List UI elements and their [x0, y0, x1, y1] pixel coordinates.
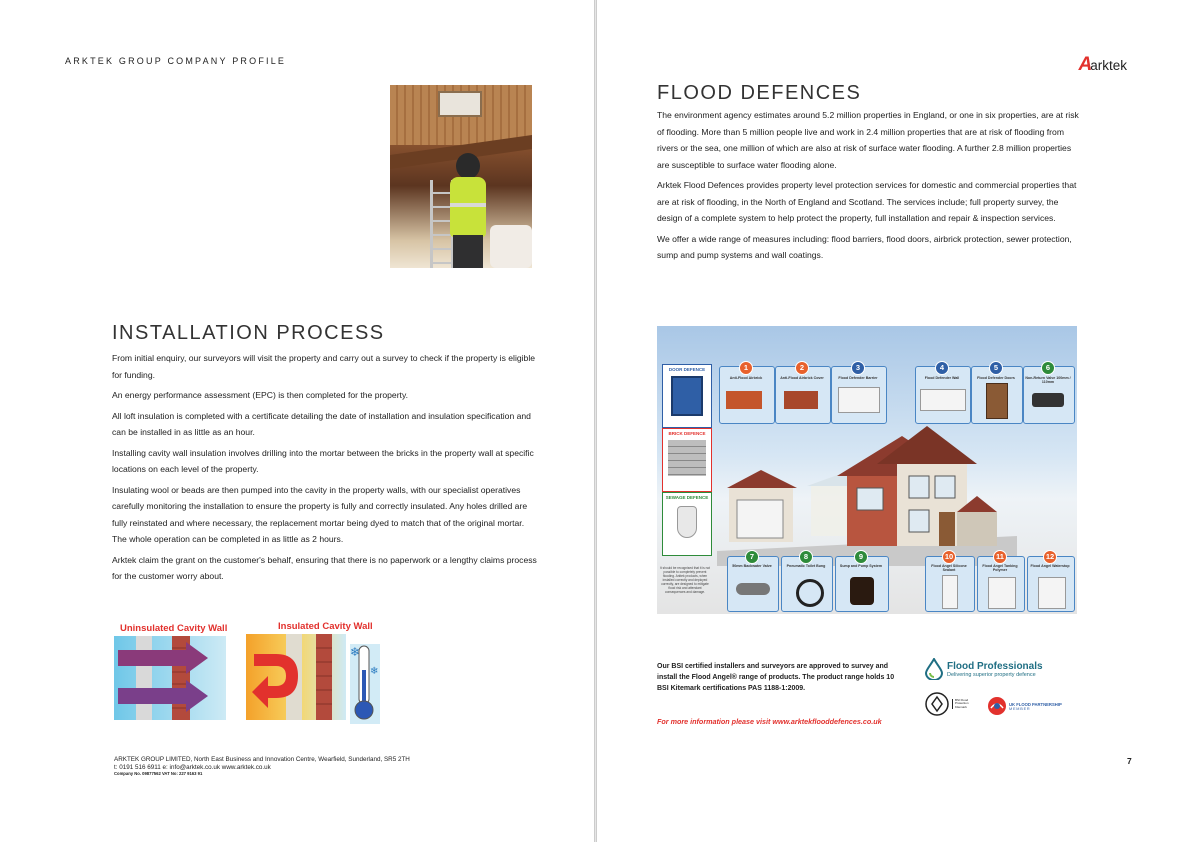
silicone-sealant-icon: [942, 575, 958, 609]
footer-company-number: Company No. 09877562 VAT No: 227 9163 91: [114, 771, 203, 776]
product-number-8: 8: [799, 550, 813, 564]
arktek-logo: [1079, 54, 1128, 76]
company-profile-header: ARKTEK GROUP COMPANY PROFILE: [65, 56, 287, 66]
sewage-defence-box: [662, 492, 712, 556]
installation-paragraph: Insulating wool or beads are then pumped into the cavity in the property walls, with our specialist operatives carefully monitoring the installation to ensure the property is fully and correctly insulated. Any holes drilled are fully reinstated and where necessary, the replacement mortar being dyed to match that of the original mortar. The whole operation can be completed in as little as 2 hours.: [112, 484, 528, 544]
flood-section: [657, 82, 1082, 268]
product-number-10: 10: [942, 550, 956, 564]
partnership-icon: [987, 696, 1007, 716]
insulated-wall-label: Insulated Cavity Wall: [278, 621, 373, 632]
photo-worker-head: [456, 153, 480, 179]
partnership-line2: MEMBER: [1009, 706, 1031, 711]
installation-paragraph: An energy performance assessment (EPC) is then completed for the property.: [112, 390, 408, 400]
product-number-3: 3: [851, 361, 865, 375]
flood-wall-icon: [920, 389, 966, 411]
product-number-9: 9: [854, 550, 868, 564]
photo-worker-vest: [450, 177, 486, 237]
insulated-wall-graphic: [246, 634, 382, 726]
uninsulated-wall-graphic: [114, 636, 226, 720]
product-label-8: Pneumatic Toilet Bung: [786, 564, 826, 568]
flood-paragraph: We offer a wide range of measures including: flood barriers, flood doors, airbrick protection, sewer protection, sump and pump systems and wall coatings.: [657, 233, 1072, 260]
product-label-4: Flood Defender Wall: [924, 376, 960, 380]
water-drop-icon: [925, 658, 943, 680]
door-defence-box: [662, 364, 712, 428]
flood-title: FLOOD DEFENCES: [657, 82, 862, 104]
product-label-6: Non-Return Valve 100mm / 110mm: [1025, 376, 1071, 384]
flood-professionals-name: Flood Professionals: [947, 660, 1043, 672]
more-info-link[interactable]: For more information please visit www.arktekflooddefences.co.uk: [657, 717, 882, 726]
installation-paragraph: Arktek claim the grant on the customer's behalf, ensuring that there is no paperwork or a lengthy claims process for the customer worry about.: [112, 554, 537, 581]
insulated-wall-diagram: [246, 634, 382, 726]
product-number-7: 7: [745, 550, 759, 564]
disclaimer-text: It should be recognised that it is not possible to completely prevent flooding. Arktek products, when installed correctly and deployed correctly, are designed to mitigate flood risk and attendant consequences and damage.: [659, 566, 711, 594]
uninsulated-wall-label: Uninsulated Cavity Wall: [120, 623, 228, 634]
flood-products-illustration: [657, 326, 1077, 614]
product-number-2: 2: [795, 361, 809, 375]
door-defence-title: DOOR DEFENCE: [668, 367, 706, 372]
installer-photo: [390, 85, 532, 268]
photo-vest-stripe: [450, 203, 486, 207]
logo-text: arktek: [1090, 57, 1127, 73]
partnership-text: [1009, 702, 1062, 711]
product-number-1: 1: [739, 361, 753, 375]
product-label-7: 50mm Backwater Valve: [732, 564, 772, 568]
footer: [114, 756, 554, 776]
bsi-certification-text: Our BSI certified installers and surveyors are approved to survey and install the Flood Angel® range of products. The product range holds 10 BSI Kitemark certifications PAS 1188-1:2009.: [657, 663, 895, 692]
product-number-12: 12: [1043, 550, 1057, 564]
left-page: [0, 0, 594, 842]
kitemark-icon: [925, 692, 949, 716]
installation-title: INSTALLATION PROCESS: [112, 322, 385, 344]
installation-body: [112, 350, 537, 585]
product-number-6: 6: [1041, 361, 1055, 375]
door-icon: [671, 376, 703, 416]
product-number-4: 4: [935, 361, 949, 375]
tanking-polymer-icon: [988, 577, 1016, 609]
toilet-bung-icon: [796, 579, 824, 607]
installation-paragraph: All loft insulation is completed with a certificate detailing the date of installation and insulation specification and can be installed in as little as an hour.: [112, 410, 531, 437]
product-label-12: Flood Angel Waterstop: [1030, 564, 1070, 568]
flood-paragraph: Arktek Flood Defences provides property level protection services for domestic and commercial properties that are at risk of flooding, in the North of England and Scotland. The services include; full property survey, the design of a complete system to help protect the property, full installation and repair & inspection services.: [657, 180, 1077, 223]
product-number-5: 5: [989, 361, 1003, 375]
installation-paragraph: Installing cavity wall insulation involves drilling into the mortar between the bricks in the property wall at specific locations on each level of the property.: [112, 447, 534, 474]
airbrick-cover-icon: [784, 391, 818, 409]
product-label-5: Flood Defender Doors: [977, 376, 1015, 380]
product-label-11: Flood Angel Tanking Polymer: [982, 564, 1018, 572]
backwater-valve-icon: [736, 583, 770, 595]
bsi-kitemark-badge: [925, 692, 977, 716]
logo-mark: A: [1078, 54, 1093, 75]
kitemark-text: BSI Flood Protection Kitemark: [952, 699, 977, 710]
product-label-3: Flood Defender Barrier: [838, 376, 878, 380]
airbrick-icon: [726, 391, 762, 409]
flood-professionals-logo: [925, 658, 1043, 680]
brick-defence-box: [662, 428, 712, 492]
partnership-line1: UK FLOOD PARTNERSHIP: [1009, 701, 1062, 707]
brick-icon: [668, 440, 706, 476]
photo-loft-hatch: [438, 91, 482, 117]
uninsulated-wall-diagram: [114, 636, 226, 720]
valve-icon: [1032, 393, 1064, 407]
product-number-11: 11: [993, 550, 1007, 564]
product-label-2: Anti-Flood Airbrick Cover: [780, 376, 824, 380]
uk-flood-partnership-badge: [987, 696, 1062, 716]
svg-text:❄: ❄: [370, 666, 379, 677]
product-label-9: Sump and Pump System: [839, 564, 883, 568]
installation-paragraph: From initial enquiry, our surveyors will visit the property and carry out a survey to check if the property is eligible for funding.: [112, 353, 536, 380]
svg-text:❄: ❄: [350, 645, 361, 659]
flood-body: [657, 107, 1082, 264]
flood-door-icon: [986, 383, 1008, 419]
footer-contact: t: 0191 516 6911 e: info@arktek.co.uk www.arktek.co.uk: [114, 763, 271, 771]
toilet-icon: [677, 506, 697, 538]
flood-professionals-text: [947, 661, 1043, 678]
flood-paragraph: The environment agency estimates around 5.2 million properties in England, or one in six properties, are at risk of flooding. More than 5 million people live and work in 2.4 million properties that are at risk of flooding from rivers or the sea, one million of which are also at risk of surface water flooding. A further 2.8 million properties are susceptible to surface water flooding alone.: [657, 110, 1079, 170]
sump-pump-icon: [850, 577, 874, 605]
right-page: [597, 0, 1191, 842]
house-illustration: [717, 416, 1017, 566]
footer-address: ARKTEK GROUP LIMITED, North East Business and Innovation Centre, Wearfield, Sunderland, SR5 2TH: [114, 756, 410, 763]
photo-insulation-bag: [490, 225, 532, 268]
photo-worker-legs: [453, 235, 483, 268]
flood-professionals-tagline: Delivering superior property defence: [947, 671, 1036, 678]
barrier-icon: [838, 387, 880, 413]
product-label-1: Anti-Flood Airbrick: [729, 376, 763, 380]
installation-section: [112, 322, 537, 589]
page-number: 7: [1127, 756, 1132, 766]
brick-defence-title: BRICK DEFENCE: [668, 431, 706, 436]
sewage-defence-title: SEWAGE DEFENCE: [665, 495, 709, 500]
waterstop-icon: [1038, 577, 1066, 609]
product-label-10: Flood Angel Silicone Sealant: [931, 564, 967, 572]
